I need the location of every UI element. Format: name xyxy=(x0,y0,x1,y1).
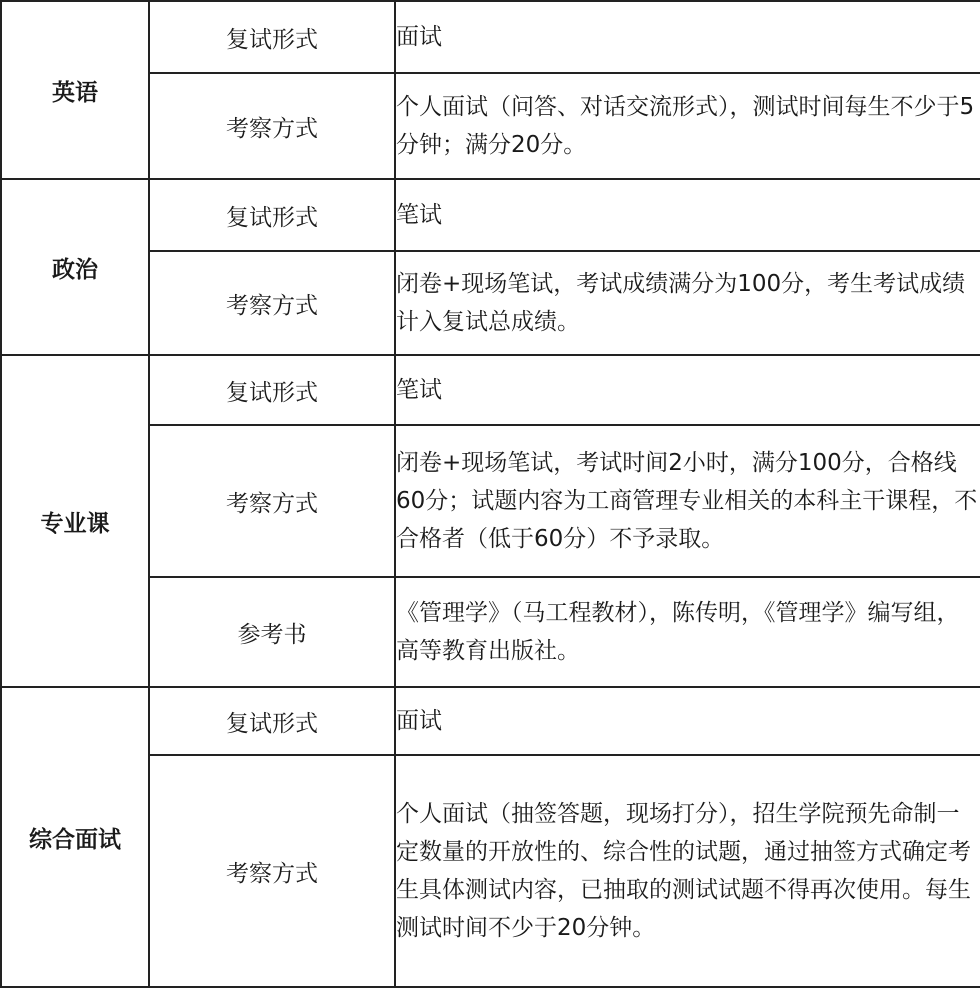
item-label: 复试形式 xyxy=(149,1,395,73)
item-label: 考察方式 xyxy=(149,73,395,179)
subject-cell-major-course: 专业课 xyxy=(1,355,149,687)
item-label: 考察方式 xyxy=(149,755,395,987)
table-row xyxy=(1,687,980,755)
item-label: 考察方式 xyxy=(149,425,395,577)
table-row xyxy=(1,179,980,251)
subject-cell-interview: 综合面试 xyxy=(1,687,149,987)
item-content: 面试 xyxy=(395,1,980,73)
item-content: 笔试 xyxy=(395,355,980,425)
subject-cell-english: 英语 xyxy=(1,1,149,179)
item-content: 面试 xyxy=(395,687,980,755)
item-label: 复试形式 xyxy=(149,687,395,755)
subject-cell-politics: 政治 xyxy=(1,179,149,355)
item-content: 《管理学》（马工程教材），陈传明，《管理学》编写组，高等教育出版社。 xyxy=(395,577,980,687)
item-content: 笔试 xyxy=(395,179,980,251)
item-label: 复试形式 xyxy=(149,179,395,251)
item-content: 个人面试（抽签答题，现场打分），招生学院预先命制一定数量的开放性的、综合性的试题，通过抽签方式确定考生具体测试内容，已抽取的测试试题不得再次使用。每生测试时间不少于20分钟。 xyxy=(395,755,980,987)
table-row xyxy=(1,355,980,425)
item-content: 闭卷+现场笔试，考试时间2小时，满分100分，合格线60分；试题内容为工商管理专业相关的本科主干课程，不合格者（低于60分）不予录取。 xyxy=(395,425,980,577)
item-label: 考察方式 xyxy=(149,251,395,355)
table-row xyxy=(1,1,980,73)
item-label: 复试形式 xyxy=(149,355,395,425)
item-content: 个人面试（问答、对话交流形式），测试时间每生不少于5分钟；满分20分。 xyxy=(395,73,980,179)
item-label: 参考书 xyxy=(149,577,395,687)
item-content: 闭卷+现场笔试，考试成绩满分为100分，考生考试成绩计入复试总成绩。 xyxy=(395,251,980,355)
